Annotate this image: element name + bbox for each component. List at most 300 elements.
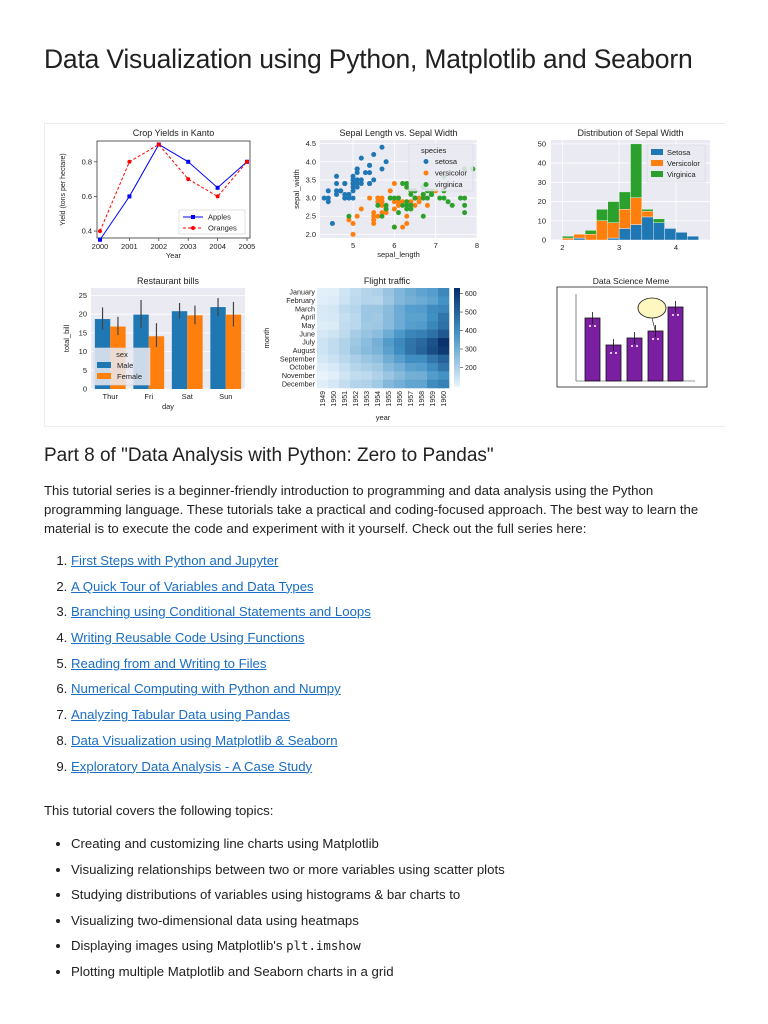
histogram-bar (619, 192, 630, 209)
colorbar-segment (454, 364, 460, 367)
colorbar-segment (454, 298, 460, 301)
scatter-point (425, 203, 430, 208)
colorbar-segment (454, 337, 460, 340)
series-link-8[interactable]: Data Visualization using Matplotlib & Seaborn (71, 732, 338, 748)
heatmap-cell (416, 305, 427, 314)
x-tick-label: Sat (181, 392, 193, 401)
heatmap-cell (372, 321, 383, 330)
topic-text: Creating and customizing line charts using Matplotlib (71, 836, 379, 851)
x-tick-label: 1960 (441, 391, 448, 407)
scatter-point (371, 210, 376, 215)
y-tick-label: December (281, 379, 315, 389)
heatmap-cell (405, 296, 416, 305)
series-link-7[interactable]: Analyzing Tabular Data using Pandas (71, 707, 290, 723)
x-tick-label: 8 (474, 241, 480, 250)
scatter-point (392, 181, 397, 186)
heatmap-cell (350, 371, 361, 380)
x-tick-label: 1958 (419, 391, 426, 407)
colorbar-segment (454, 357, 460, 360)
y-tick-label: 20 (78, 309, 87, 319)
heatmap-cell (339, 321, 350, 330)
meme-bar (668, 307, 683, 381)
y-tick-label: 10 (537, 216, 546, 226)
heatmap-cell (394, 305, 405, 314)
x-tick-label: 2002 (150, 242, 168, 251)
series-link-4[interactable]: Writing Reusable Code Using Functions (71, 630, 305, 646)
data-point (186, 160, 190, 164)
heatmap-cell (427, 355, 438, 364)
heatmap-cell (350, 346, 361, 355)
heatmap-cell (339, 363, 350, 372)
heatmap-cell (416, 288, 427, 297)
heatmap-cell (383, 288, 394, 297)
data-point (127, 194, 131, 198)
heatmap-cell (427, 313, 438, 322)
x-tick-label: 1953 (364, 391, 371, 407)
colorbar-segment (454, 366, 460, 369)
data-point (98, 229, 102, 233)
colorbar-segment (454, 374, 460, 377)
heatmap-cell (394, 321, 405, 330)
legend-swatch (651, 149, 663, 155)
scatter-point (351, 185, 356, 190)
heatmap-cell (438, 321, 449, 330)
topics-list (44, 834, 505, 988)
series-link-2[interactable]: A Quick Tour of Variables and Data Types (71, 578, 314, 594)
heatmap-cell (438, 338, 449, 347)
colorbar-segment (454, 325, 460, 328)
heatmap-cell (416, 371, 427, 380)
scatter-point (384, 203, 389, 208)
colorbar-segment (454, 342, 460, 345)
scatter-point (355, 214, 360, 219)
scatter-point (404, 221, 409, 226)
heatmap-cell (394, 371, 405, 380)
histogram-bar (619, 209, 630, 228)
series-item (71, 705, 371, 731)
heatmap-cell (361, 296, 372, 305)
histogram-bar (562, 236, 573, 238)
colorbar-segment (454, 349, 460, 352)
scatter-point (359, 156, 364, 161)
x-tick-label: 6 (392, 241, 397, 250)
heatmap-cell (372, 363, 383, 372)
y-axis-label: Yield (tons per hectare) (60, 153, 67, 226)
heatmap-cell (372, 330, 383, 339)
legend-label: Apples (208, 212, 231, 222)
histogram-bar (631, 225, 642, 240)
y-tick-label: 15 (78, 328, 87, 338)
heatmap-cell (405, 321, 416, 330)
scatter-chart (292, 128, 479, 259)
heatmap-cell (438, 305, 449, 314)
intro-paragraph: This tutorial series is a beginner-friendly introduction to programming and data analysis using the Python programming language. These tutorials take a practical and coding-focused approach. The best way to learn the material is to execute the code and experiment with it yourself. Check out the full series here: (44, 483, 699, 537)
heatmap-cell (328, 296, 339, 305)
histogram-bar (631, 144, 642, 198)
y-tick-label: October (289, 362, 315, 372)
heatmap-cell (328, 355, 339, 364)
x-tick-label: Fri (144, 392, 154, 401)
x-tick-label: 3 (617, 243, 622, 252)
legend-marker (191, 215, 195, 219)
x-tick-label: 2005 (238, 242, 256, 251)
chart-title: Sepal Length vs. Sepal Width (339, 128, 458, 138)
legend-marker (424, 171, 429, 176)
colorbar-segment (454, 300, 460, 303)
scatter-point (346, 214, 351, 219)
scatter-point (351, 221, 356, 226)
histogram-bar (596, 209, 607, 221)
heatmap-cell (350, 338, 361, 347)
heatmap-cell (394, 346, 405, 355)
y-tick-label: May (301, 321, 315, 330)
heatmap-cell (372, 288, 383, 297)
heatmap-cell (328, 305, 339, 314)
heatmap-cell (328, 346, 339, 355)
speech-bubble (638, 298, 666, 318)
scatter-point (408, 192, 413, 197)
heatmap-cell (438, 313, 449, 322)
heatmap-cell (405, 305, 416, 314)
chart-title: Crop Yields in Kanto (132, 128, 215, 138)
y-tick-label: 30 (537, 177, 546, 187)
y-tick-label: 0 (541, 235, 546, 245)
heatmap-cell (416, 321, 427, 330)
heatmap-cell (350, 330, 361, 339)
series-item (71, 654, 371, 680)
topic-text: Visualizing relationships between two or more variables using scatter plots (71, 861, 505, 877)
scatter-point (392, 225, 397, 230)
heatmap-cell (427, 330, 438, 339)
histogram-bar (619, 228, 630, 240)
x-tick-label: 1955 (386, 391, 393, 407)
heatmap-chart (262, 276, 477, 422)
meme-eye (636, 345, 638, 347)
heatmap-cell (438, 363, 449, 372)
chart-collage (44, 123, 725, 427)
data-point (245, 160, 249, 164)
meme-eye (672, 314, 674, 316)
heatmap-cell (427, 288, 438, 297)
heatmap-cell (438, 371, 449, 380)
y-tick-label: August (292, 346, 315, 355)
heatmap-cell (317, 305, 328, 314)
colorbar-label: 300 (465, 346, 477, 354)
heatmap-cell (405, 355, 416, 364)
chart-title: Restaurant bills (136, 276, 200, 286)
heatmap-cell (405, 363, 416, 372)
histogram-bar (653, 219, 664, 223)
heatmap-cell (350, 305, 361, 314)
histogram-bar (608, 238, 619, 240)
charts-canvas (45, 124, 725, 426)
heatmap-cell (317, 330, 328, 339)
scatter-point (462, 196, 467, 201)
y-tick-label: November (281, 371, 315, 380)
series-link-3[interactable]: Branching using Conditional Statements and Loops (71, 604, 371, 620)
scatter-point (379, 145, 384, 150)
heatmap-cell (317, 355, 328, 364)
legend-swatch (651, 160, 663, 166)
scatter-point (384, 159, 389, 164)
x-tick-label: 2004 (209, 242, 226, 251)
heatmap-cell (372, 313, 383, 322)
heatmap-cell (383, 296, 394, 305)
scatter-point (363, 170, 368, 175)
heatmap-cell (427, 296, 438, 305)
heatmap-cell (427, 321, 438, 330)
meme-bar (585, 318, 600, 381)
scatter-point (404, 203, 409, 208)
y-tick-label: 4.5 (305, 139, 316, 149)
scatter-point (342, 196, 347, 201)
y-tick-label: 40 (537, 158, 546, 168)
x-tick-label: 4 (673, 243, 679, 252)
series-item (71, 679, 371, 705)
chart-title: Data Science Meme (592, 276, 670, 286)
scatter-point (351, 232, 356, 237)
colorbar-label: 400 (465, 328, 477, 336)
heatmap-cell (394, 355, 405, 364)
series-link-6[interactable]: Numerical Computing with Python and Numpy (71, 681, 341, 697)
y-tick-label: 4.0 (305, 157, 316, 167)
heatmap-cell (328, 338, 339, 347)
heatmap-cell (361, 305, 372, 314)
legend-label: Oranges (208, 223, 237, 233)
heatmap-cell (339, 305, 350, 314)
y-tick-label: January (289, 287, 315, 297)
heatmap-cell (339, 380, 350, 389)
x-tick-label: 1951 (342, 391, 349, 407)
heatmap-cell (427, 380, 438, 389)
heatmap-cell (416, 355, 427, 364)
scatter-point (413, 196, 418, 201)
topic-item (71, 962, 505, 988)
heatmap-cell (394, 288, 405, 297)
legend-swatch (97, 362, 111, 368)
scatter-point (462, 203, 467, 208)
y-tick-label: 0.4 (81, 226, 92, 236)
series-item (71, 731, 371, 757)
legend-title: species (421, 146, 447, 155)
colorbar-segment (454, 376, 460, 379)
y-tick-label: 25 (78, 290, 87, 300)
heatmap-cell (372, 296, 383, 305)
scatter-point (367, 196, 372, 201)
section-heading: Part 8 of "Data Analysis with Python: Zero to Pandas" (44, 445, 494, 466)
heatmap-cell (361, 363, 372, 372)
colorbar-segment (454, 347, 460, 350)
heatmap-cell (372, 371, 383, 380)
heatmap-cell (317, 321, 328, 330)
heatmap-cell (383, 305, 394, 314)
meme-eye (652, 338, 654, 340)
heatmap-cell (394, 338, 405, 347)
series-link-5[interactable]: Reading from and Writing to Files (71, 655, 267, 671)
scatter-point (379, 167, 384, 172)
topic-code: plt.imshow (286, 938, 361, 954)
histogram-bar (642, 217, 653, 240)
series-item (71, 551, 371, 577)
x-tick-label: Thur (102, 392, 118, 401)
heatmap-cell (383, 371, 394, 380)
data-point (216, 186, 220, 190)
chart-title: Flight traffic (363, 276, 411, 286)
x-tick-label: Sun (219, 392, 233, 401)
scatter-point (388, 196, 393, 201)
histogram-bar (585, 234, 596, 240)
scatter-point (351, 177, 356, 182)
heatmap-cell (416, 338, 427, 347)
series-link-9[interactable]: Exploratory Data Analysis - A Case Study (71, 758, 313, 774)
y-tick-label: 5 (82, 365, 87, 375)
heatmap-cell (339, 355, 350, 364)
colorbar-segment (454, 288, 460, 291)
legend-label: Setosa (667, 148, 691, 157)
y-tick-label: 50 (537, 139, 546, 149)
heatmap-cell (350, 355, 361, 364)
legend-swatch (97, 373, 111, 379)
data-point (98, 238, 102, 242)
scatter-point (400, 181, 405, 186)
colorbar-segment (454, 330, 460, 333)
heatmap-cell (350, 380, 361, 389)
scatter-point (351, 196, 356, 201)
scatter-point (355, 167, 360, 172)
heatmap-cell (350, 363, 361, 372)
heatmap-cell (438, 296, 449, 305)
x-tick-label: 2003 (179, 242, 197, 251)
heatmap-cell (416, 330, 427, 339)
x-axis-label: sepal_length (377, 250, 420, 259)
histogram-bar (665, 228, 676, 240)
meme-eye (589, 325, 591, 327)
scatter-point (375, 203, 380, 208)
heatmap-cell (383, 321, 394, 330)
colorbar-segment (454, 313, 460, 316)
colorbar-segment (454, 317, 460, 320)
colorbar-segment (454, 305, 460, 308)
heatmap-cell (394, 330, 405, 339)
heatmap-cell (328, 330, 339, 339)
heatmap-cell (383, 338, 394, 347)
heatmap-cell (350, 288, 361, 297)
y-tick-label: 20 (537, 197, 546, 207)
topic-item (71, 860, 505, 886)
data-point (157, 142, 161, 146)
scatter-point (396, 210, 401, 215)
bar (187, 315, 202, 389)
histogram-bar (608, 223, 619, 238)
y-tick-label: 2.5 (305, 211, 316, 221)
y-tick-label: 3.0 (305, 193, 316, 203)
y-tick-label: February (286, 296, 315, 305)
histogram-bar (642, 209, 653, 211)
scatter-point (355, 181, 360, 186)
histogram-bar (631, 198, 642, 225)
heatmap-cell (394, 296, 405, 305)
colorbar-label: 200 (465, 365, 477, 373)
scatter-point (400, 225, 405, 230)
colorbar-segment (454, 320, 460, 323)
y-tick-label: September (279, 354, 315, 364)
colorbar-label: 600 (465, 291, 477, 299)
heatmap-cell (339, 338, 350, 347)
heatmap-cell (361, 371, 372, 380)
colorbar-label: 500 (465, 309, 477, 317)
heatmap-cell (383, 363, 394, 372)
heatmap-cell (339, 313, 350, 322)
scatter-point (334, 188, 339, 193)
colorbar-segment (454, 335, 460, 338)
scatter-point (392, 206, 397, 211)
heatmap-cell (361, 313, 372, 322)
series-link-1[interactable]: First Steps with Python and Jupyter (71, 553, 279, 568)
heatmap-cell (339, 330, 350, 339)
scatter-point (346, 192, 351, 197)
histogram-bar (585, 230, 596, 234)
meme-eye (615, 352, 617, 354)
heatmap-cell (339, 296, 350, 305)
heatmap-cell (438, 288, 449, 297)
meme-eye (610, 352, 612, 354)
y-axis-label: total_bill (62, 324, 71, 353)
x-tick-label: 1956 (397, 391, 404, 407)
heatmap-cell (317, 313, 328, 322)
colorbar-segment (454, 371, 460, 374)
legend-swatch (651, 171, 663, 177)
colorbar-segment (454, 352, 460, 355)
bar (210, 307, 225, 389)
colorbar-segment (454, 369, 460, 372)
meme-bar (627, 338, 642, 381)
heatmap-cell (339, 371, 350, 380)
y-tick-label: July (302, 337, 315, 347)
histogram-bar (642, 211, 653, 217)
topic-text: Displaying images using Matplotlib's (71, 938, 287, 954)
heatmap-cell (361, 330, 372, 339)
heatmap-cell (427, 338, 438, 347)
heatmap-cell (361, 338, 372, 347)
scatter-point (429, 192, 434, 197)
legend-label: versicolor (435, 168, 468, 178)
scatter-point (388, 188, 393, 193)
heatmap-cell (317, 296, 328, 305)
heatmap-cell (372, 305, 383, 314)
heatmap-cell (350, 313, 361, 322)
histogram-bar (596, 221, 607, 240)
colorbar-segment (454, 362, 460, 365)
heatmap-cell (317, 338, 328, 347)
legend-label: Versicolor (667, 159, 700, 168)
colorbar-segment (454, 303, 460, 306)
y-tick-label: June (299, 329, 315, 339)
heatmap-cell (339, 288, 350, 297)
heatmap-cell (394, 380, 405, 389)
scatter-point (421, 214, 426, 219)
heatmap-cell (416, 346, 427, 355)
data-point (186, 177, 190, 181)
colorbar-segment (454, 308, 460, 311)
x-axis-label: Year (165, 251, 182, 260)
heatmap-cell (350, 296, 361, 305)
scatter-point (404, 214, 409, 219)
colorbar-segment (454, 332, 460, 335)
heatmap-cell (438, 380, 449, 389)
colorbar-segment (454, 327, 460, 330)
heatmap-cell (317, 371, 328, 380)
legend-marker (424, 182, 429, 187)
